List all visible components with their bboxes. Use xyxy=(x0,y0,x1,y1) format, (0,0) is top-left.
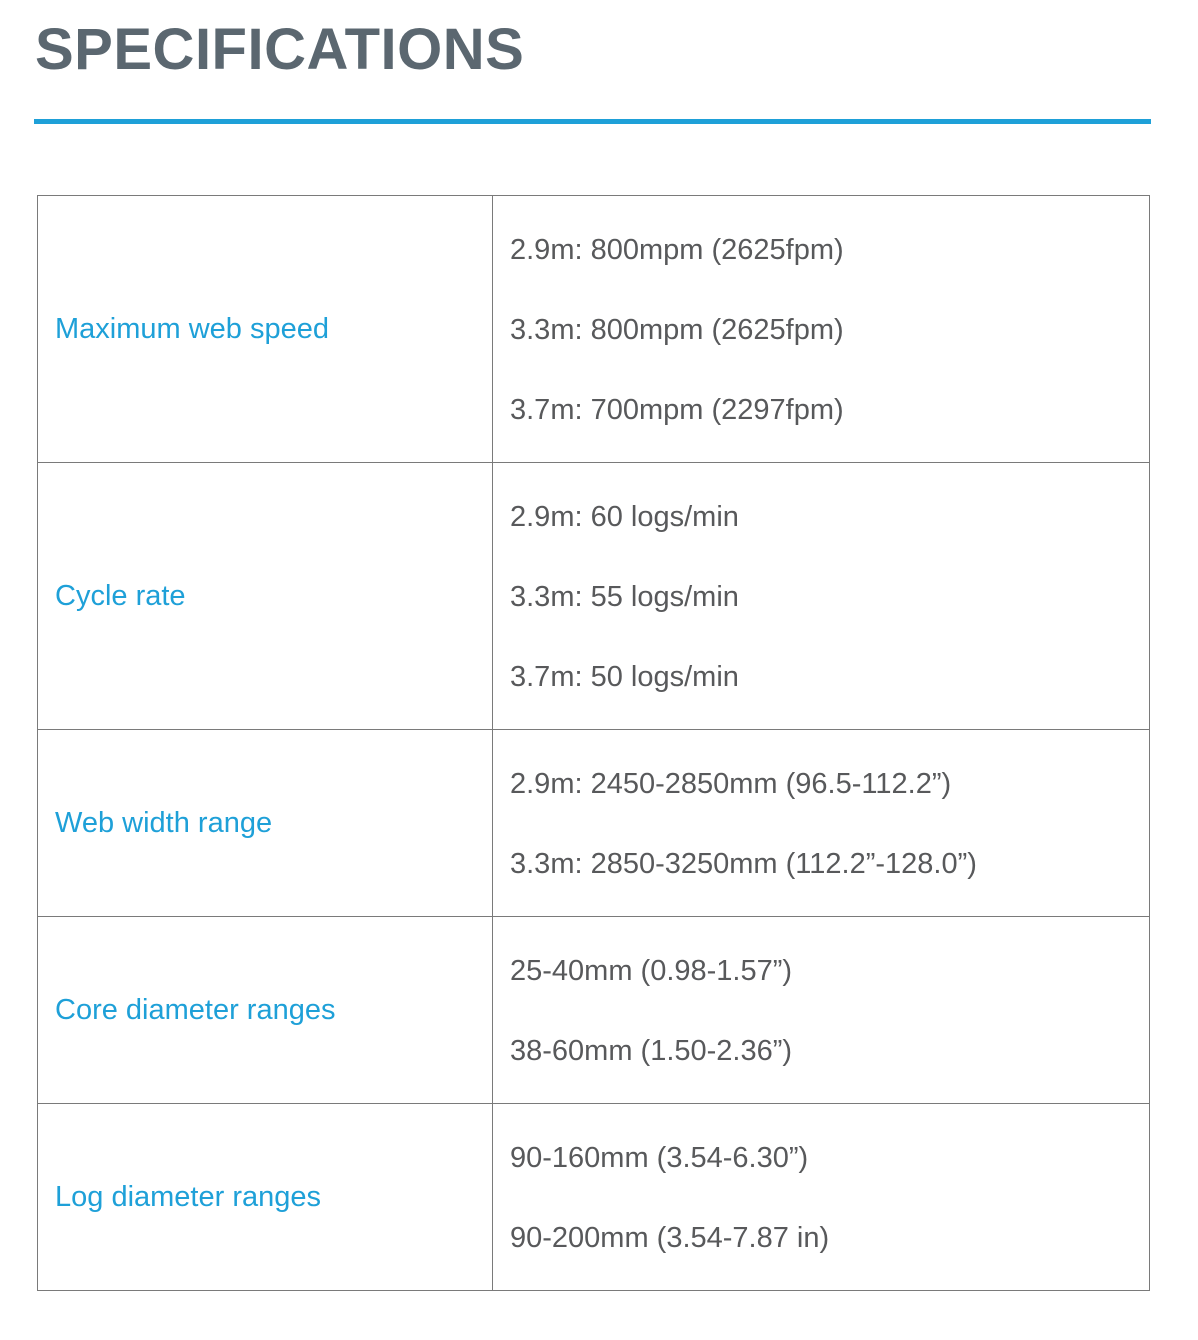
spec-value: 3.3m: 55 logs/min xyxy=(510,581,739,613)
spec-value: 3.7m: 700mpm (2297fpm) xyxy=(510,394,844,426)
table-row xyxy=(38,1104,1150,1291)
spec-value: 90-200mm (3.54-7.87 in) xyxy=(510,1222,830,1254)
table-row xyxy=(38,917,1150,1104)
spec-label-log-diameter-ranges: Log diameter ranges xyxy=(38,1104,493,1291)
spec-value: 2.9m: 60 logs/min xyxy=(510,501,739,533)
spec-values-cell xyxy=(493,196,1150,463)
spec-label-core-diameter-ranges: Core diameter ranges xyxy=(38,917,493,1104)
table-row xyxy=(38,730,1150,917)
spec-label-cycle-rate: Cycle rate xyxy=(38,463,493,730)
spec-label-web-width-range: Web width range xyxy=(38,730,493,917)
page-title: SPECIFICATIONS xyxy=(35,17,525,82)
spec-value: 3.7m: 50 logs/min xyxy=(510,661,739,693)
spec-values-cell xyxy=(493,1104,1150,1291)
spec-value: 3.3m: 2850-3250mm (112.2”-128.0”) xyxy=(510,848,977,880)
spec-values-cell xyxy=(493,463,1150,730)
spec-label-max-web-speed: Maximum web speed xyxy=(38,196,493,463)
spec-value: 2.9m: 2450-2850mm (96.5-112.2”) xyxy=(510,768,952,800)
spec-value: 38-60mm (1.50-2.36”) xyxy=(510,1035,793,1067)
spec-value: 3.3m: 800mpm (2625fpm) xyxy=(510,314,844,346)
spec-value: 90-160mm (3.54-6.30”) xyxy=(510,1142,809,1174)
specifications-table xyxy=(37,195,1150,1291)
spec-value: 2.9m: 800mpm (2625fpm) xyxy=(510,234,844,266)
table-row xyxy=(38,196,1150,463)
table-row xyxy=(38,463,1150,730)
spec-values-cell xyxy=(493,917,1150,1104)
spec-values-cell xyxy=(493,730,1150,917)
title-divider xyxy=(34,119,1151,124)
spec-value: 25-40mm (0.98-1.57”) xyxy=(510,955,793,987)
